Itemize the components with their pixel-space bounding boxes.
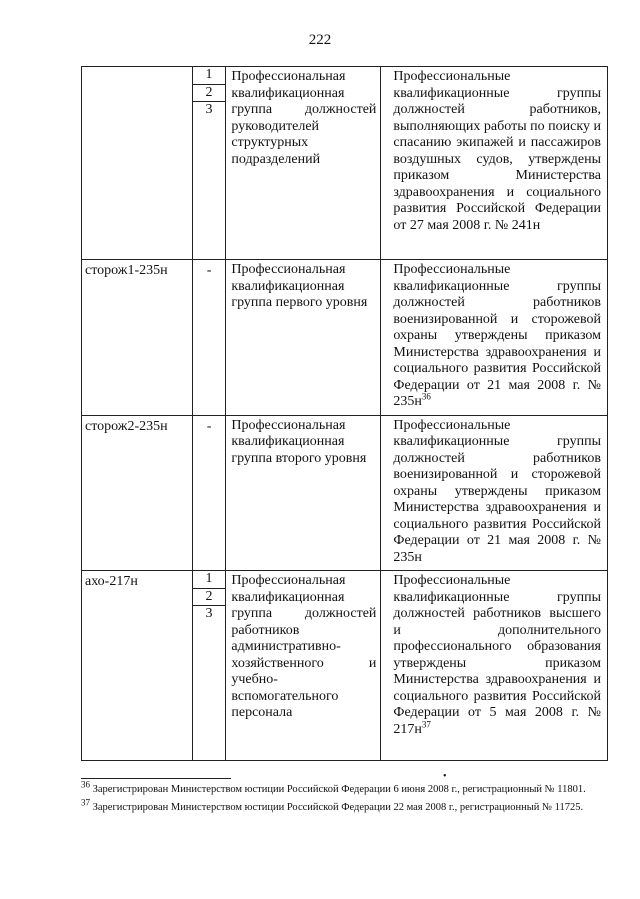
group-cell — [226, 415, 381, 571]
table-row — [82, 415, 608, 571]
code-cell: ахо-217н — [82, 571, 193, 761]
level-number: 1 — [193, 67, 226, 85]
footnotes — [81, 779, 608, 819]
document-text: Профессиональные квалификационные группы должностей работников высшего и дополнительного профессионального образования утверждены приказом Министерства здравоохранения и социального развития Российской Федерации от 5 мая 2008 г. № 217н — [393, 573, 601, 737]
footnote-number: 37 — [81, 797, 90, 808]
group-cell — [226, 260, 381, 416]
footnote-number: 36 — [81, 779, 90, 790]
group-text: Профессиональная квалификационная группа должностей руководителей структурных подразделений — [231, 69, 377, 167]
group-text: Профессиональная квалификационная группа первого уровня — [231, 262, 368, 310]
level-cell — [192, 415, 226, 571]
footnote — [81, 797, 608, 815]
table-row — [82, 571, 608, 761]
level-dash: - — [206, 418, 212, 434]
group-cell — [226, 571, 381, 761]
group-text: Профессиональная квалификационная группа должностей работников административно-хозяйственного и учебно-вспомогательного персонала — [231, 573, 377, 720]
level-number: 3 — [205, 606, 213, 621]
document-cell — [381, 260, 608, 416]
footnote-text: Зарегистрирован Министерством юстиции Российской Федерации 22 мая 2008 г., регистрационный № 11725. — [92, 802, 584, 813]
page-number: 222 — [308, 32, 332, 48]
level-cell — [192, 571, 226, 761]
qualification-groups-table — [81, 66, 608, 761]
footnote-ref: 37 — [421, 718, 431, 729]
document-cell — [381, 67, 608, 260]
code-cell: сторож2-235н — [82, 415, 193, 571]
level-number: 2 — [193, 85, 226, 103]
footnote-text: Зарегистрирован Министерством юстиции Российской Федерации 6 июня 2008 г., регистрационный № 11801. — [92, 784, 586, 795]
level-cell — [192, 260, 226, 416]
level-number: 1 — [193, 571, 226, 589]
document-cell — [381, 571, 608, 761]
code-cell: сторож1-235н — [82, 260, 193, 416]
document-text: Профессиональные квалификационные группы должностей работников, выполняющих работы по поиску и спасанию экипажей и пассажиров воздушных судов, утверждены приказом Министерства здравоохранения и социального развития Российской Федерации от 27 мая 2008 г. № 241н — [393, 69, 601, 233]
footnote — [81, 779, 608, 797]
scan-mark: • — [443, 771, 447, 782]
document-text: Профессиональные квалификационные группы должностей работников военизированной и сторожевой охраны утверждены приказом Министерства здравоохранения и социального развития Российской Федерации от 21 мая 2008 г. № 235н — [393, 417, 601, 565]
level-number: 3 — [205, 102, 213, 117]
footnote-separator — [81, 778, 231, 779]
document-cell — [381, 415, 608, 571]
level-number: 2 — [193, 589, 226, 607]
code-cell — [82, 67, 193, 260]
group-cell — [226, 67, 381, 260]
table-row — [82, 260, 608, 416]
table-row — [82, 67, 608, 260]
level-cell — [192, 67, 226, 260]
document-text: Профессиональные квалификационные группы должностей работников военизированной и сторожевой охраны утверждены приказом Министерства здравоохранения и социального развития Российской Федерации от 21 мая 2008 г. № 235н — [393, 262, 601, 409]
group-text: Профессиональная квалификационная группа второго уровня — [231, 417, 367, 466]
level-dash: - — [206, 263, 212, 278]
footnote-ref: 36 — [421, 391, 431, 402]
